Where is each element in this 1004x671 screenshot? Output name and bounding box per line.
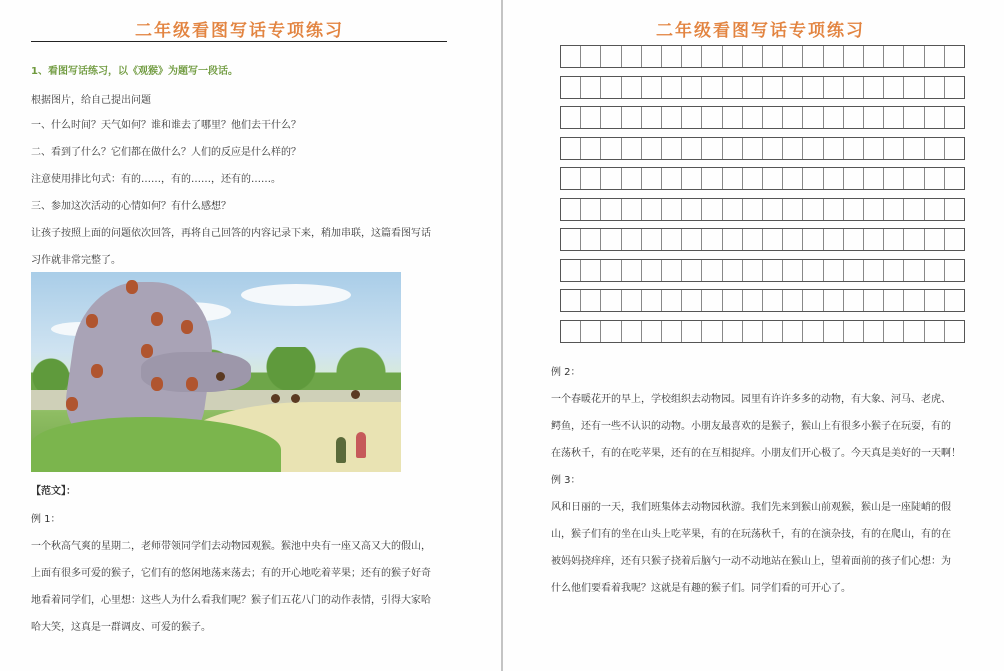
grid-cell — [743, 138, 763, 159]
grid-cell — [945, 77, 964, 98]
grid-cell — [864, 168, 884, 189]
grid-row — [560, 228, 965, 251]
grid-cell — [723, 107, 743, 128]
grid-cell — [884, 46, 904, 67]
grid-cell — [864, 77, 884, 98]
question-1: 一、什么时间？天气如何？谁和谁去了哪里？他们去干什么？ — [31, 120, 301, 131]
title-underline — [31, 41, 447, 42]
grid-cell — [743, 321, 763, 342]
grid-cell — [824, 168, 844, 189]
grid-cell — [945, 199, 964, 220]
grid-cell — [581, 168, 601, 189]
grid-cell — [904, 138, 924, 159]
grid-cell — [601, 260, 621, 281]
grid-cell — [763, 290, 783, 311]
grid-cell — [662, 77, 682, 98]
grid-cell — [864, 260, 884, 281]
grid-cell — [723, 321, 743, 342]
example-2-line-1: 一个春暖花开的早上，学校组织去动物园。园里有许许多多的动物，有大象、河马、老虎、 — [551, 394, 951, 405]
grid-cell — [824, 290, 844, 311]
grid-cell — [844, 260, 864, 281]
grid-cell — [561, 46, 581, 67]
grid-cell — [824, 77, 844, 98]
grid-cell — [702, 199, 722, 220]
grid-cell — [803, 199, 823, 220]
grid-cell — [925, 168, 945, 189]
grid-cell — [945, 229, 964, 250]
grid-cell — [763, 46, 783, 67]
grid-cell — [702, 46, 722, 67]
grid-cell — [884, 321, 904, 342]
grid-cell — [662, 168, 682, 189]
grid-cell — [702, 229, 722, 250]
grid-cell — [561, 168, 581, 189]
grid-cell — [561, 77, 581, 98]
grid-cell — [904, 199, 924, 220]
instruction-line-2: 习作就非常完整了。 — [31, 255, 121, 266]
grid-cell — [601, 138, 621, 159]
grid-cell — [662, 260, 682, 281]
grid-cell — [682, 107, 702, 128]
grid-cell — [723, 168, 743, 189]
grid-cell — [824, 199, 844, 220]
grid-cell — [925, 290, 945, 311]
grid-cell — [682, 321, 702, 342]
example-1-line-1: 一个秋高气爽的星期二，老师带领同学们去动物园观猴。猴池中央有一座又高又大的假山， — [31, 541, 431, 552]
grid-cell — [925, 229, 945, 250]
grid-cell — [682, 77, 702, 98]
grid-cell — [581, 290, 601, 311]
grid-row — [560, 320, 965, 343]
grid-cell — [723, 46, 743, 67]
grid-cell — [723, 290, 743, 311]
grid-cell — [904, 168, 924, 189]
grid-cell — [601, 229, 621, 250]
page-title: 二年级看图写话专项练习 — [656, 21, 865, 41]
grid-cell — [844, 229, 864, 250]
grid-cell — [601, 199, 621, 220]
grid-cell — [824, 46, 844, 67]
grid-cell — [783, 290, 803, 311]
grid-cell — [743, 290, 763, 311]
grid-cell — [642, 199, 662, 220]
grid-cell — [662, 107, 682, 128]
grid-cell — [682, 260, 702, 281]
grid-cell — [743, 168, 763, 189]
parallel-sentence-tip: 注意使用排比句式：有的……，有的……，还有的……。 — [31, 174, 281, 185]
example-3-line-2: 山，猴子们有的坐在山头上吃苹果，有的在玩荡秋千，有的在演杂技，有的在爬山，有的在 — [551, 529, 951, 540]
grid-cell — [803, 107, 823, 128]
writing-grid — [560, 45, 965, 350]
grid-cell — [884, 290, 904, 311]
grid-cell — [945, 138, 964, 159]
grid-cell — [844, 46, 864, 67]
grid-cell — [824, 260, 844, 281]
grid-cell — [783, 168, 803, 189]
example-2-line-3: 在荡秋千，有的在吃苹果，还有的在互相捉痒。小朋友们开心极了。今天真是美好的一天啊！ — [551, 448, 961, 459]
grid-cell — [763, 77, 783, 98]
example-3-label: 例 3： — [551, 475, 581, 486]
grid-cell — [925, 138, 945, 159]
grid-cell — [925, 77, 945, 98]
grid-cell — [642, 168, 662, 189]
grid-cell — [904, 77, 924, 98]
grid-cell — [662, 229, 682, 250]
model-essay-label: 【范文】： — [31, 486, 76, 497]
grid-cell — [682, 229, 702, 250]
grid-cell — [803, 321, 823, 342]
example-1-line-3: 地看着同学们，心里想：这些人为什么看我们呢？猴子们五花八门的动作表情，引得大家哈 — [31, 595, 431, 606]
grid-cell — [662, 138, 682, 159]
grid-cell — [763, 321, 783, 342]
grid-cell — [642, 229, 662, 250]
grid-cell — [844, 107, 864, 128]
grid-cell — [783, 46, 803, 67]
grid-cell — [642, 46, 662, 67]
grid-row — [560, 76, 965, 99]
example-1-label: 例 1： — [31, 514, 61, 525]
grid-cell — [884, 168, 904, 189]
grid-cell — [824, 107, 844, 128]
grid-cell — [642, 138, 662, 159]
grid-cell — [682, 199, 702, 220]
grid-cell — [884, 77, 904, 98]
grid-cell — [783, 77, 803, 98]
grid-cell — [622, 168, 642, 189]
grid-cell — [561, 199, 581, 220]
grid-cell — [884, 199, 904, 220]
grid-row — [560, 106, 965, 129]
grid-cell — [642, 321, 662, 342]
grid-cell — [763, 260, 783, 281]
grid-cell — [884, 107, 904, 128]
grid-cell — [884, 229, 904, 250]
grid-cell — [682, 168, 702, 189]
grid-cell — [824, 138, 844, 159]
grid-cell — [702, 138, 722, 159]
grid-cell — [581, 77, 601, 98]
grid-cell — [702, 290, 722, 311]
grid-cell — [783, 138, 803, 159]
grid-cell — [783, 107, 803, 128]
grid-cell — [743, 199, 763, 220]
intro-text: 根据图片，给自己提出问题 — [31, 95, 151, 106]
grid-cell — [925, 321, 945, 342]
example-3-line-4: 什么他们要看着我呢？这就是有趣的猴子们。同学们看的可开心了。 — [551, 583, 851, 594]
grid-cell — [723, 260, 743, 281]
grid-cell — [925, 199, 945, 220]
grid-cell — [622, 77, 642, 98]
grid-cell — [682, 290, 702, 311]
grid-cell — [581, 229, 601, 250]
grid-cell — [945, 107, 964, 128]
example-2-line-2: 鳄鱼，还有一些不认识的动物。小朋友最喜欢的是猴子，猴山上有很多小猴子在玩耍，有的 — [551, 421, 951, 432]
page-title: 二年级看图写话专项练习 — [135, 21, 344, 41]
grid-cell — [803, 260, 823, 281]
grid-cell — [763, 229, 783, 250]
grid-cell — [743, 260, 763, 281]
grid-cell — [622, 107, 642, 128]
grid-cell — [743, 229, 763, 250]
grid-cell — [763, 107, 783, 128]
grid-cell — [642, 290, 662, 311]
grid-cell — [844, 199, 864, 220]
grid-cell — [864, 138, 884, 159]
grid-cell — [844, 138, 864, 159]
grid-cell — [702, 168, 722, 189]
section-heading: 1、看图写话练习，以《观猴》为题写一段话。 — [31, 66, 238, 77]
grid-cell — [723, 138, 743, 159]
grid-row — [560, 137, 965, 160]
grid-cell — [763, 138, 783, 159]
grid-cell — [561, 260, 581, 281]
grid-cell — [803, 229, 823, 250]
grid-cell — [743, 46, 763, 67]
grid-cell — [864, 46, 884, 67]
monkey-hill-illustration — [31, 272, 401, 472]
grid-cell — [945, 290, 964, 311]
grid-cell — [622, 290, 642, 311]
grid-cell — [702, 107, 722, 128]
grid-cell — [783, 321, 803, 342]
grid-cell — [601, 46, 621, 67]
grid-cell — [864, 321, 884, 342]
example-3-line-1: 风和日丽的一天，我们班集体去动物园秋游。我们先来到猴山前观猴，猴山是一座陡峭的假 — [551, 502, 951, 513]
grid-cell — [723, 199, 743, 220]
grid-cell — [925, 260, 945, 281]
grid-cell — [803, 168, 823, 189]
grid-cell — [601, 290, 621, 311]
grid-row — [560, 167, 965, 190]
grid-row — [560, 289, 965, 312]
grid-cell — [783, 229, 803, 250]
grid-cell — [622, 229, 642, 250]
grid-cell — [702, 77, 722, 98]
grid-cell — [824, 321, 844, 342]
grid-cell — [743, 107, 763, 128]
grid-cell — [884, 260, 904, 281]
example-1-line-2: 上面有很多可爱的猴子，它们有的悠闲地荡来荡去；有的开心地吃着苹果；还有的猴子好奇 — [31, 568, 431, 579]
grid-cell — [581, 199, 601, 220]
grid-cell — [642, 77, 662, 98]
example-2-label: 例 2： — [551, 367, 581, 378]
grid-cell — [601, 321, 621, 342]
grid-cell — [864, 199, 884, 220]
grid-cell — [622, 199, 642, 220]
grid-cell — [925, 107, 945, 128]
grid-cell — [702, 260, 722, 281]
grid-cell — [803, 138, 823, 159]
grid-cell — [763, 168, 783, 189]
grid-cell — [581, 107, 601, 128]
grid-cell — [803, 290, 823, 311]
question-3: 三、参加这次活动的心情如何？有什么感想？ — [31, 201, 231, 212]
grid-cell — [622, 138, 642, 159]
grid-cell — [904, 107, 924, 128]
grid-cell — [561, 138, 581, 159]
grid-cell — [561, 107, 581, 128]
left-page — [0, 0, 501, 671]
grid-cell — [561, 229, 581, 250]
grid-cell — [581, 321, 601, 342]
grid-cell — [904, 321, 924, 342]
grid-cell — [662, 321, 682, 342]
grid-cell — [581, 260, 601, 281]
grid-cell — [581, 138, 601, 159]
grid-cell — [945, 321, 964, 342]
grid-cell — [662, 290, 682, 311]
grid-cell — [945, 46, 964, 67]
grid-cell — [682, 138, 702, 159]
grid-cell — [803, 46, 823, 67]
grid-cell — [844, 168, 864, 189]
grid-cell — [783, 260, 803, 281]
grid-cell — [642, 107, 662, 128]
grid-cell — [864, 290, 884, 311]
grid-cell — [743, 77, 763, 98]
grid-cell — [844, 290, 864, 311]
example-1-line-4: 哈大笑，这真是一群调皮、可爱的猴子。 — [31, 622, 211, 633]
grid-cell — [662, 199, 682, 220]
grid-cell — [844, 77, 864, 98]
grid-cell — [803, 77, 823, 98]
grid-row — [560, 45, 965, 68]
grid-cell — [864, 229, 884, 250]
grid-cell — [783, 199, 803, 220]
grid-cell — [662, 46, 682, 67]
grid-cell — [763, 199, 783, 220]
grid-cell — [642, 260, 662, 281]
grid-cell — [904, 46, 924, 67]
grid-cell — [945, 260, 964, 281]
grid-cell — [723, 229, 743, 250]
grid-cell — [904, 290, 924, 311]
grid-cell — [682, 46, 702, 67]
grid-row — [560, 259, 965, 282]
grid-cell — [723, 77, 743, 98]
grid-cell — [702, 321, 722, 342]
grid-cell — [561, 290, 581, 311]
grid-cell — [601, 168, 621, 189]
grid-cell — [945, 168, 964, 189]
grid-cell — [561, 321, 581, 342]
grid-cell — [622, 46, 642, 67]
grid-cell — [581, 46, 601, 67]
grid-cell — [864, 107, 884, 128]
grid-cell — [925, 46, 945, 67]
grid-cell — [601, 77, 621, 98]
grid-cell — [904, 229, 924, 250]
grid-row — [560, 198, 965, 221]
grid-cell — [904, 260, 924, 281]
grid-cell — [844, 321, 864, 342]
grid-cell — [622, 321, 642, 342]
grid-cell — [824, 229, 844, 250]
question-2: 二、看到了什么？它们都在做什么？人们的反应是什么样的？ — [31, 147, 301, 158]
grid-cell — [884, 138, 904, 159]
example-3-line-3: 被妈妈挠痒痒，还有只猴子挠着后脑勺一动不动地站在猴山上，望着面前的孩子们心想：为 — [551, 556, 951, 567]
instruction-line-1: 让孩子按照上面的问题依次回答，再将自己回答的内容记录下来，稍加串联，这篇看图写话 — [31, 228, 431, 239]
grid-cell — [622, 260, 642, 281]
right-page — [503, 0, 1004, 671]
grid-cell — [601, 107, 621, 128]
